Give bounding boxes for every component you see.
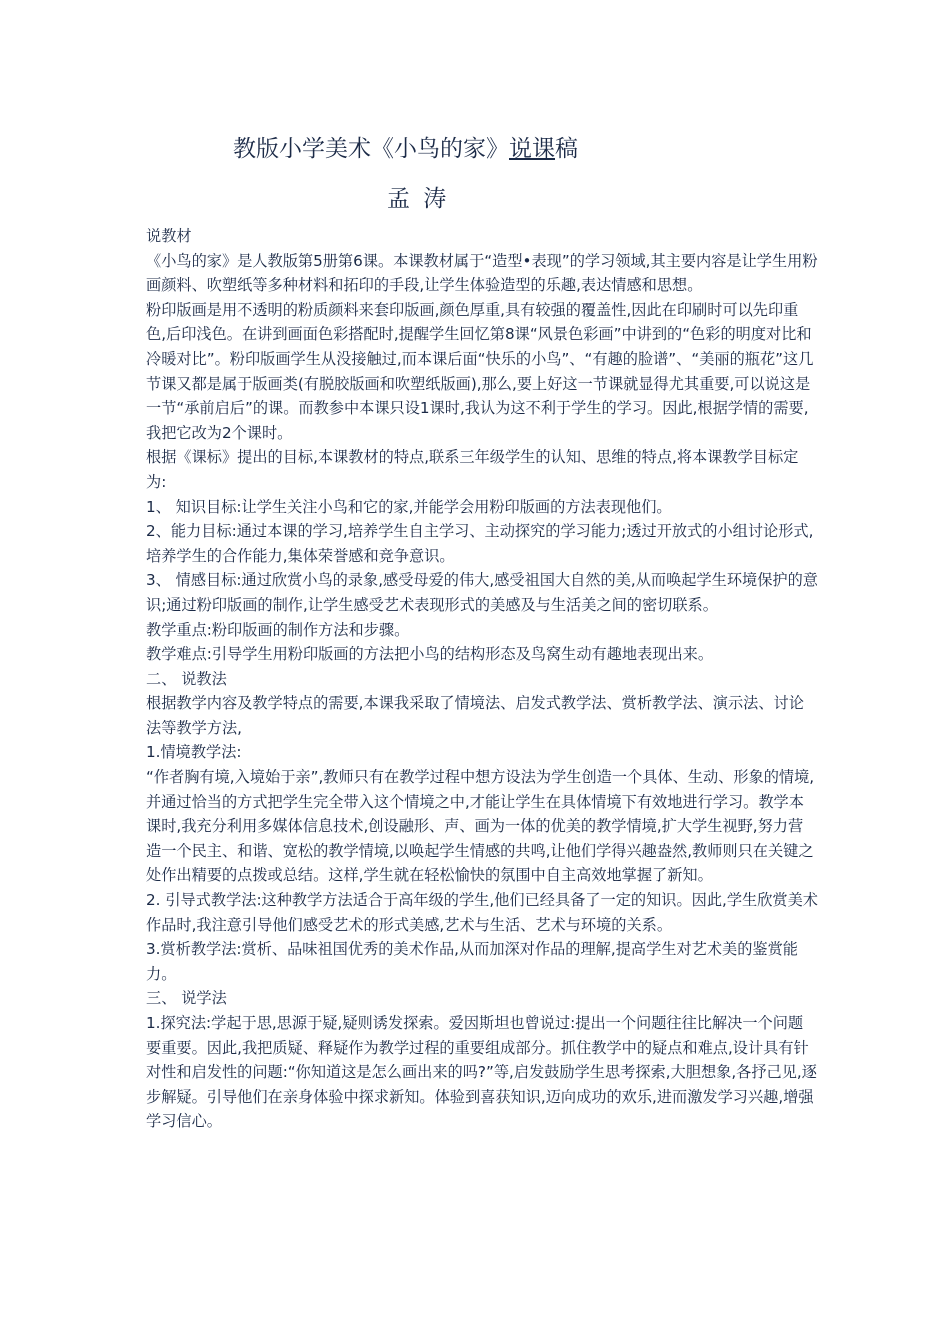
title-suffix: 稿 xyxy=(555,136,578,162)
list-item: 1.情境教学法: xyxy=(146,743,242,762)
section-heading: 说教材 xyxy=(146,227,192,245)
list-item: 2、能力目标:通过本课的学习,培养学生自主学习、主动探究的学习能力;透过开放式的小组讨论形式,培养学生的合作能力,集体荣誉感和竞争意识。 xyxy=(146,522,814,565)
paragraph: 粉印版画是用不透明的粉质颜料来套印版画,颜色厚重,具有较强的覆盖性,因此在印刷时可以先印重色,后印浅色。在讲到画面色彩搭配时,提醒学生回忆第8课“风景色彩画”中讲到的“色彩的明度对比和冷暖对比”。粉印版画学生从没接触过,而本课后面“快乐的小鸟”、“有趣的脸谱”、“美丽的瓶花”这几节课又都是属于版画类(有脱胶版画和吹塑纸版画),那么,要上好这一节课就显得尤其重要,可以说这是一节“承前启后”的课。而教参中本课只设1课时,我认为这不利于学生的学习。因此,根据学情的需要,我把它改为2个课时。 xyxy=(146,300,814,442)
document-author: 孟 涛 xyxy=(387,186,450,212)
title-underlined: 说课 xyxy=(509,136,555,162)
paragraph: 根据教学内容及教学特点的需要,本课我采取了情境法、启发式教学法、赏析教学法、演示法、讨论法等教学方法, xyxy=(146,694,804,737)
document-body xyxy=(146,224,818,1134)
list-item: 3、 情感目标:通过欣赏小鸟的录象,感受母爱的伟大,感受祖国大自然的美,从而唤起学生环境保护的意识;通过粉印版画的制作,让学生感受艺术表现形式的美感及与生活美之间的密切联系。 xyxy=(146,571,818,614)
list-item: 3.赏析教学法:赏析、品味祖国优秀的美术作品,从而加深对作品的理解,提高学生对艺术美的鉴赏能力。 xyxy=(146,940,798,983)
document-title xyxy=(233,132,733,166)
paragraph: 教学难点:引导学生用粉印版画的方法把小鸟的结构形态及鸟窝生动有趣地表现出来。 xyxy=(146,645,714,664)
paragraph: 根据《课标》提出的目标,本课教材的特点,联系三年级学生的认知、思维的特点,将本课教学目标定为: xyxy=(146,448,799,491)
paragraph: “作者胸有境,入境始于亲”,教师只有在教学过程中想方设法为学生创造一个具体、生动、形象的情境,并通过恰当的方式把学生完全带入这个情境之中,才能让学生在具体情境下有效地进行学习。教学本课时,我充分利用多媒体信息技术,创设融形、声、画为一体的优美的教学情境,扩大学生视野,努力营造一个民主、和谐、宽松的教学情境,以唤起学生情感的共鸣,让他们学得兴趣盎然,教师则只在关键之处作出精要的点拨或总结。这样,学生就在轻松愉快的氛围中自主高效地掌握了新知。 xyxy=(146,768,815,885)
list-item: 1、 知识目标:让学生关注小鸟和它的家,并能学会用粉印版画的方法表现他们。 xyxy=(146,497,672,516)
section-heading: 二、 说教法 xyxy=(146,669,227,688)
paragraph: 教学重点:粉印版画的制作方法和步骤。 xyxy=(146,620,410,639)
list-item: 2. 引导式教学法:这种教学方法适合于高年级的学生,他们已经具备了一定的知识。因此,学生欣赏美术作品时,我注意引导他们感受艺术的形式美感,艺术与生活、艺术与环境的关系。 xyxy=(146,891,818,934)
section-heading: 三、 说学法 xyxy=(146,989,227,1008)
list-item: 1.探究法:学起于思,思源于疑,疑则诱发探索。爱因斯坦也曾说过:提出一个问题往往比解决一个问题要重要。因此,我把质疑、释疑作为教学过程的重要组成部分。抓住教学中的疑点和难点,设计具有针对性和启发性的问题:“你知道这是怎么画出来的吗?”等,启发鼓励学生思考探索,大胆想象,各抒己见,逐步解疑。引导他们在亲身体验中探求新知。体验到喜获知识,迈向成功的欢乐,进而激发学习兴趣,增强学习信心。 xyxy=(146,1014,817,1131)
title-main: 教版小学美术《小鸟的家》 xyxy=(233,136,509,162)
paragraph: 《小鸟的家》是人教版第5册第6课。本课教材属于“造型•表现”的学习领域,其主要内容是让学生用粉画颜料、吹塑纸等多种材料和拓印的手段,让学生体验造型的乐趣,表达情感和思想。 xyxy=(146,251,818,295)
